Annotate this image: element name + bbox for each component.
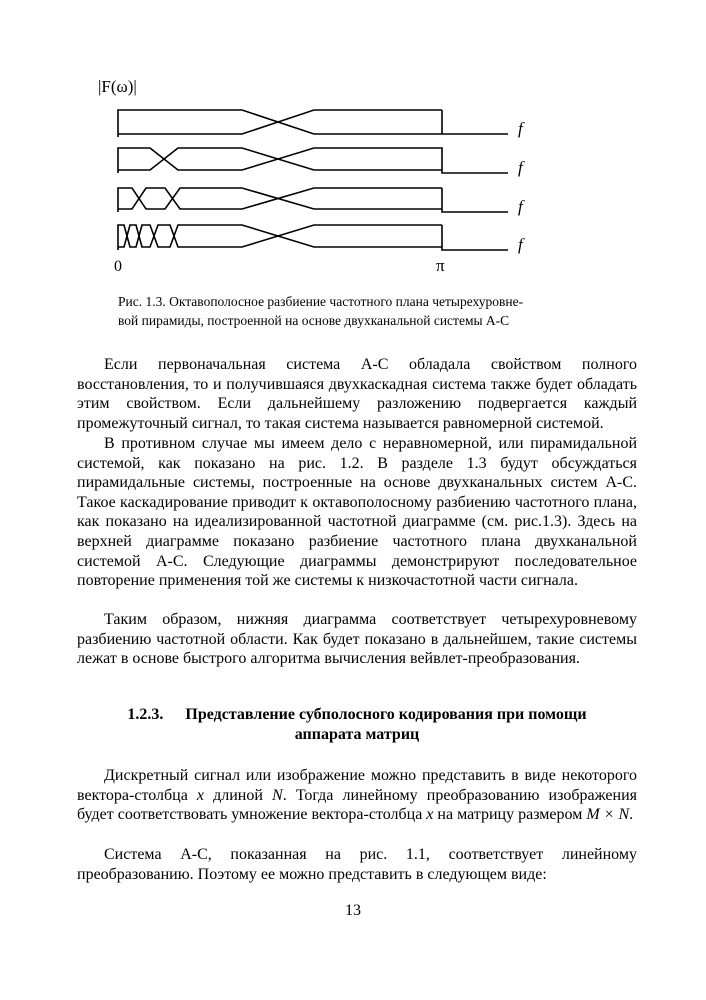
paragraph-1: Если первоначальная система А-С обладала свойством полного восстановления, то и получившаяся двухкаскадная система также будет обладать этим свойством. Если дальнейшему разложению подвергается каждый промежуточный сигнал, то такая система называется равномерной системой.: [77, 356, 637, 432]
x-end-label: π: [436, 256, 445, 275]
paragraph-4: [77, 766, 637, 825]
para4-text-5: .: [629, 806, 634, 824]
row-label-4: f: [518, 235, 523, 254]
para4-text-3: . Тогда линейному преобразованию изображения будет соответствовать умножение вектора-столбца: [77, 786, 637, 824]
para4-text-1: Дискретный сигнал или изображение можно представить в виде некоторого вектора-столбца: [77, 767, 637, 804]
math-x: x: [196, 786, 205, 804]
caption-line-1: Рис. 1.3. Октавополосное разбиение частотного плана четырехуровне-: [118, 294, 524, 309]
diagram-row-2: [118, 148, 508, 173]
diagram-row-3: [118, 188, 508, 212]
diagram-row-1: [118, 110, 508, 137]
para4-text-2: длиной: [204, 786, 273, 804]
paragraph-3: Таким образом, нижняя диаграмма соответствует четырехуровневому разбиению частотной области. Как будет показано в дальнейшем, такие системы лежат в основе быстрого алгоритма вычисления вейвлет-преобразования.: [77, 611, 637, 668]
paragraph-5: Система А-С, показанная на рис. 1.1, соответствует линейному преобразованию. Поэтому ее можно представить в следующем виде:: [77, 846, 637, 883]
section-title-line-1: Представление субполосного кодирования при помощи: [185, 706, 587, 723]
diagram-row-4: [118, 225, 508, 250]
caption-line-2: вой пирамиды, построенной на основе двухканальной системы А-С: [118, 313, 510, 328]
y-axis-label: |F(ω)|: [98, 77, 137, 96]
page-number: 13: [345, 902, 361, 919]
row-label-1: f: [518, 119, 523, 138]
row-label-3: f: [518, 197, 523, 216]
section-title-line-2: аппарата матриц: [294, 725, 420, 743]
math-n: N: [272, 786, 283, 804]
paragraph-2: В противном случае мы имеем дело с неравномерной, или пирамидальной системой, как показано на рис. 1.2. В разделе 1.3 будут обсуждаться пирамидальные системы, построенные на основе двухканальных систем А-С. Такое каскадирование приводит к октавополосному разбиению частотного плана, как показано на идеализированной частотной диаграмме (см. рис.1.3). Здесь на верхней диаграмме показано разбиение частотного плана двухканальной системой А-С. Следующие диаграммы демонстрируют последовательное повторение применения той же системы к низкочастотной части сигнала.: [77, 435, 637, 590]
octave-band-diagram: [90, 72, 550, 277]
section-number: 1.2.3.: [127, 706, 164, 723]
section-heading: [77, 705, 637, 744]
figure-caption: [118, 292, 618, 330]
x-start-label: 0: [114, 258, 122, 275]
math-x-2: x: [426, 806, 434, 824]
row-label-2: f: [518, 158, 523, 177]
math-m-by-n: M × N: [586, 806, 630, 824]
para4-text-4: на матрицу размером: [433, 806, 587, 824]
